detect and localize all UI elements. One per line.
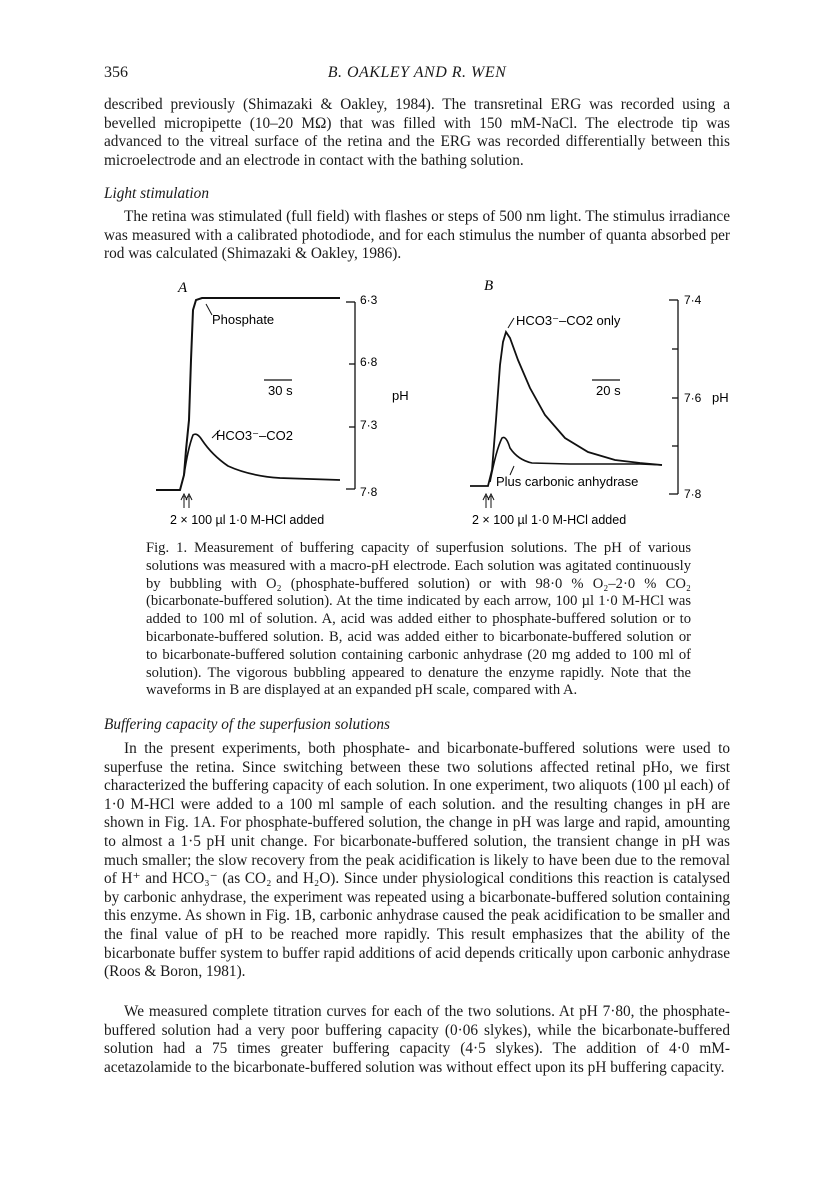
intro-paragraph: described previously (Shimazaki & Oakley, 1984). The transretinal ERG was recorded using a bevelled micropipette (10–20 MΩ) that was filled with 150 mM-NaCl. The electrode tip was advanced to the vitreal surface of the retina and the ERG was recorded differentially between this microelectrode and an electrode in contact with the bathing solution. bbox=[104, 96, 730, 169]
section-heading-light: Light stimulation bbox=[104, 185, 209, 202]
ph-tick-b-1: 7·4 bbox=[684, 293, 702, 307]
ph-label-a: pH bbox=[392, 388, 409, 403]
phosphate-label: Phosphate bbox=[212, 312, 275, 327]
ph-tick-a-1: 6·3 bbox=[360, 293, 378, 307]
arrow-caption-b: 2 × 100 µl 1·0 M-HCl added bbox=[472, 513, 627, 527]
ph-tick-a-4: 7·8 bbox=[360, 485, 378, 499]
panel-b-letter: B bbox=[484, 278, 494, 294]
ph-tick-b-2: 7·6 bbox=[684, 391, 702, 405]
arrow-caption-a: 2 × 100 µl 1·0 M-HCl added bbox=[170, 513, 325, 527]
bicarbonate-only-trace bbox=[470, 332, 662, 486]
ph-label-b: pH bbox=[712, 390, 729, 405]
panel-a-letter: A bbox=[178, 280, 188, 296]
ph-tick-a-2: 6·8 bbox=[360, 355, 378, 369]
time-scale-b: 20 s bbox=[596, 383, 621, 398]
carbonic-anhydrase-label: Plus carbonic anhydrase bbox=[496, 474, 639, 489]
running-title: B. OAKLEY AND R. WEN bbox=[327, 64, 507, 81]
acid-arrows-b bbox=[483, 494, 494, 508]
time-scale-a: 30 s bbox=[268, 383, 293, 398]
ph-tick-a-3: 7·3 bbox=[360, 418, 378, 432]
bicarbonate-only-label: HCO3⁻–CO2 only bbox=[516, 313, 621, 328]
figure-1 bbox=[140, 270, 740, 532]
page-header bbox=[104, 64, 730, 86]
buffering-paragraph-1: In the present experiments, both phosphate- and bicarbonate-buffered solutions were used to superfuse the retina. Since switching between these two solutions affected retinal pHo, we first characterized the buffering capacity of each solution. In one experiment, two aliquots (100 µl each) of 1·0 M-HCl were added to a 100 ml sample of each solution. and the resulting changes in pH are shown in Fig. 1A. For phosphate-buffered solution, the change in pH was large and rapid, amounting to almost a 1·5 pH unit change. For bicarbonate-buffered solution, the transient change in pH was much smaller; the slow recovery from the peak acidification is likely to have been due to the removal of H⁺ and HCO₃⁻ (as CO₂ and H₂O). Since under physiological conditions this reaction is catalysed by carbonic anhydrase, the experiment was repeated using a bicarbonate-buffered solution containing this enzyme. As shown in Fig. 1B, carbonic anhydrase caused the peak acidification to be smaller and the final value of pH to be reached more rapidly. This result emphasizes that the ability of the bicarbonate buffer system to buffer rapid additions of acid depends critically upon carbonic anhydrase (Roos & Boron, 1981). bbox=[104, 740, 730, 981]
bicarbonate-label-a: HCO3⁻–CO2 bbox=[216, 428, 293, 443]
page-number: 356 bbox=[104, 64, 128, 81]
ph-tick-b-3: 7·8 bbox=[684, 487, 702, 501]
panel-b bbox=[470, 278, 729, 527]
section-heading-buffering: Buffering capacity of the superfusion solutions bbox=[104, 716, 390, 733]
figure-caption: Fig. 1. Measurement of buffering capacity of superfusion solutions. The pH of various solutions was measured with a macro-pH electrode. Each solution was agitated continuously by bubbling with O₂ (phosphate-buffered solution) or with 98·0 % O₂–2·0 % CO₂ (bicarbonate-buffered solution). At the time indicated by each arrow, 100 µl 1·0 M-HCl was added to 100 ml of solution. A, acid was added either to phosphate-buffered solution or to bicarbonate-buffered solution. B, acid was added either to bicarbonate-buffered solution or to bicarbonate-buffered solution containing carbonic anhydrase (20 mg added to 100 ml of solution). The vigorous bubbling appeared to denature the enzyme rapidly. Note that the waveforms in B are displayed at an expanded pH scale, compared with A. bbox=[146, 540, 691, 699]
acid-arrows-a bbox=[181, 494, 192, 508]
buffering-paragraph-2: We measured complete titration curves for each of the two solutions. At pH 7·80, the phosphate-buffered solution had a very poor buffering capacity (0·06 slykes), while the bicarbonate-buffered solution had a 75 times greater buffering capacity (4·5 slykes). The addition of 4·0 mM-acetazolamide to the bicarbonate-buffered solution was without effect upon its pH buffering capacity. bbox=[104, 1003, 730, 1076]
light-stimulation-paragraph: The retina was stimulated (full field) with flashes or steps of 500 nm light. The stimulus irradiance was measured with a calibrated photodiode, and for each stimulus the number of quanta absorbed per rod was calculated (Shimazaki & Oakley, 1986). bbox=[104, 208, 730, 263]
panel-a bbox=[156, 280, 409, 527]
